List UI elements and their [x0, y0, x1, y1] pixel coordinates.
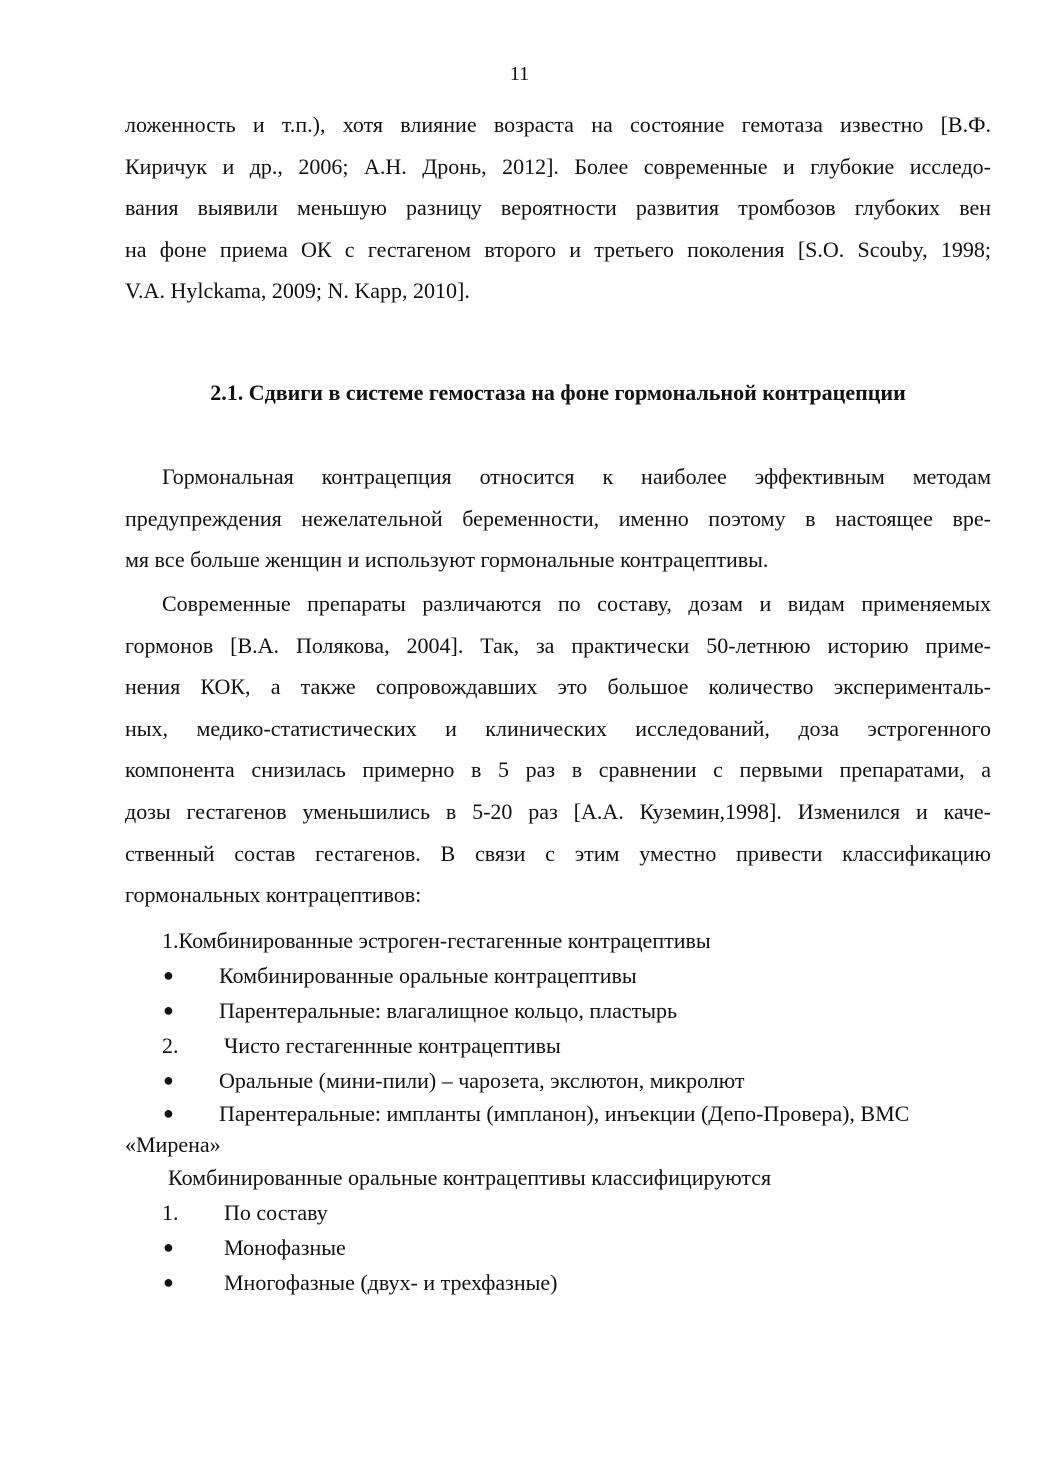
text-line: ложенность и т.п.), хотя влияние возраста на состояние гемотаза известно [В.Ф.	[125, 112, 991, 137]
text-line: ственный состав гестагенов. В связи с этим уместно привести классификацию	[125, 840, 991, 866]
bullet-icon: ●	[163, 1000, 174, 1020]
text-line: V.A. Hylckama, 2009; N. Kapp, 2010].	[125, 278, 470, 304]
list-number: 2.	[162, 1033, 179, 1058]
list-item-continuation	[125, 1129, 991, 1160]
section-heading: 2.1. Сдвиги в системе гемостаза на фоне гормональной контрацепции	[210, 380, 906, 405]
list-item	[125, 1098, 991, 1129]
list-item-text: По составу	[224, 1200, 328, 1225]
text-line: мя все больше женщин и используют гормональные контрацептивы.	[125, 547, 769, 573]
list-item-text: «Мирена»	[125, 1132, 221, 1157]
text-line: нения КОК, а также сопровождавших это большое количество эксперименталь-	[125, 674, 991, 700]
text-line: на фоне приема ОК с гестагеном второго и третьего поколения [S.O. Scouby, 1998;	[125, 236, 991, 262]
paragraph-modern-preparations	[125, 583, 991, 916]
list-item-text: Монофазные	[224, 1235, 346, 1260]
list-number: 1.	[162, 1200, 179, 1225]
text-line: ных, медико-статистических и клинических исследований, доза эстрогенного	[125, 715, 991, 741]
text-line: компонента снизилась примерно в 5 раз в сравнении с первыми препаратами, а	[125, 757, 991, 783]
page-number: 11	[509, 63, 530, 85]
list-item-text: Парентеральные: импланты (импланон), инъекции (Депо-Провера), ВМС	[219, 1101, 910, 1126]
list-item	[125, 958, 991, 993]
list-item-text: Чисто гестагеннные контрацептивы	[224, 1033, 561, 1058]
list-item	[125, 1195, 991, 1230]
text-line: Современные препараты различаются по составу, дозам и видам применяемых	[162, 591, 991, 616]
text-line: Гормональная контрацепция относится к наиболее эффективным методам	[162, 464, 991, 489]
bullet-icon: ●	[163, 1070, 174, 1090]
list-item-text: Оральные (мини-пили) – чарозета, экслютон, микролют	[219, 1068, 745, 1093]
bullet-icon: ●	[163, 1272, 174, 1292]
intro-paragraph	[125, 104, 991, 312]
list-subheading: Комбинированные оральные контрацептивы классифицируются	[168, 1165, 772, 1190]
list-item-text: 1.Комбинированные эстроген-гестагенные контрацептивы	[162, 928, 711, 953]
list-item-text: Многофазные (двух- и трехфазные)	[224, 1270, 558, 1295]
text-line: гормонов [В.А. Полякова, 2004]. Так, за практически 50-летнюю историю приме-	[125, 632, 991, 658]
list-item	[125, 1160, 991, 1195]
text-line: гормональных контрацептивов:	[125, 882, 422, 908]
text-line: дозы гестагенов уменьшились в 5-20 раз [А.А. Куземин,1998]. Изменился и каче-	[125, 798, 991, 824]
list-item	[125, 993, 991, 1028]
bullet-icon: ●	[163, 1103, 174, 1123]
list-item-text: Парентеральные: влагалищное кольцо, пластырь	[219, 998, 678, 1023]
text-line: предупреждения нежелательной беременности, именно поэтому в настоящее вре-	[125, 505, 991, 531]
bullet-icon: ●	[163, 965, 174, 985]
list-item	[125, 1063, 991, 1098]
list-item-text: Комбинированные оральные контрацептивы	[219, 963, 637, 988]
paragraph-hormonal-contraception	[125, 456, 991, 581]
list-item	[125, 1028, 991, 1063]
bullet-icon: ●	[163, 1237, 174, 1257]
text-line: Киричук и др., 2006; А.Н. Дронь, 2012]. Более современные и глубокие исследо-	[125, 153, 991, 179]
list-item	[125, 1230, 991, 1265]
list-item	[125, 1265, 991, 1300]
classification-list	[125, 923, 991, 1300]
text-line: вания выявили меньшую разницу вероятности развития тромбозов глубоких вен	[125, 195, 991, 221]
list-item	[125, 923, 991, 958]
